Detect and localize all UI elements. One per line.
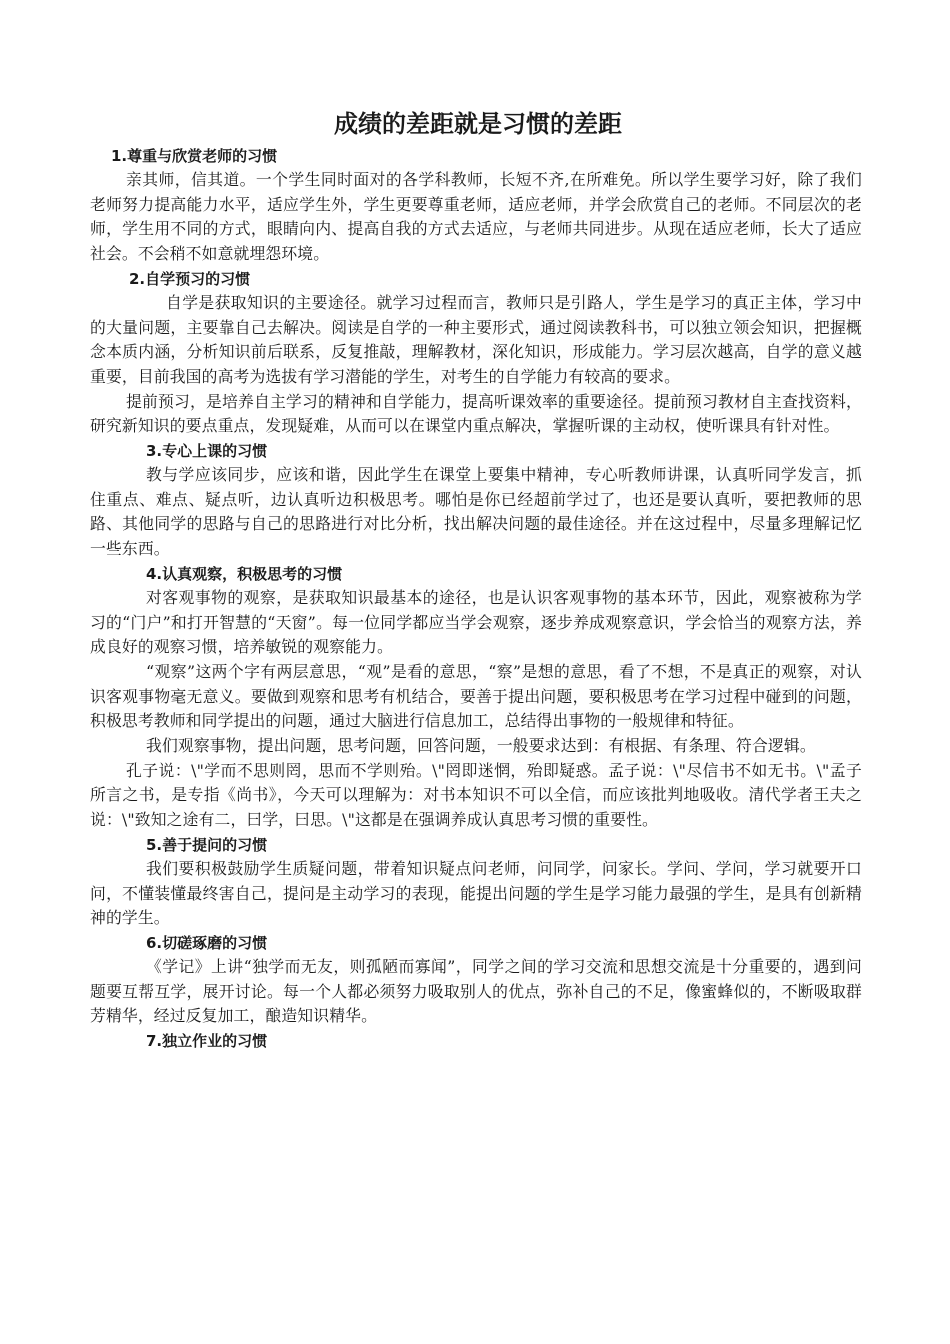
- paragraph: 孔子说：\"学而不思则罔，思而不学则殆。\"罔即迷惘，殆即疑惑。孟子说：\"尽信书不如无书。\"孟子所言之书，是专指《尚书》，今天可以理解为：对书本知识不可以全信，而应该批判地吸收。清代学者王夫之说：\"致知之途有二，曰学，曰思。\"这都是在强调养成认真思考习惯的重要性。: [90, 760, 862, 830]
- paragraph: 我们观察事物，提出问题，思考问题，回答问题，一般要求达到：有根据、有条理、符合逻辑。: [146, 736, 816, 756]
- paragraph: 提前预习，是培养自主学习的精神和自学能力，提高听课效率的重要途径。提前预习教材自主查找资料，研究新知识的要点重点，发现疑难，从而可以在课堂内重点解决，掌握听课的主动权，使听课具有针对性。: [90, 391, 862, 436]
- document-page: [90, 104, 862, 1053]
- section-heading: 3.专心上课的习惯: [146, 442, 268, 461]
- section-3: [90, 439, 862, 562]
- paragraph: 《学记》上讲“独学而无友，则孤陋而寡闻”，同学之间的学习交流和思想交流是十分重要的，遇到问题要互帮互学，展开讨论。每一个人都必须努力吸取别人的优点，弥补自己的不足，像蜜蜂似的，不断吸取群芳精华，经过反复加工，酿造知识精华。: [90, 956, 862, 1026]
- section-6: [90, 931, 862, 1029]
- section-heading: 2.自学预习的习惯: [129, 269, 251, 288]
- section-2: [90, 267, 862, 439]
- paragraph: 我们要积极鼓励学生质疑问题，带着知识疑点问老师，问同学，问家长。学问、学问，学习就要开口问，不懂装懂最终害自己，提问是主动学习的表现，能提出问题的学生是学习能力最强的学生，是具有创新精神的学生。: [90, 858, 862, 928]
- paragraph: 自学是获取知识的主要途径。就学习过程而言，教师只是引路人，学生是学习的真正主体，学习中的大量问题，主要靠自己去解决。阅读是自学的一种主要形式，通过阅读教科书，可以独立领会知识，把握概念本质内涵，分析知识前后联系，反复推敲，理解教材，深化知识，形成能力。学习层次越高，自学的意义越重要，目前我国的高考为选拔有学习潜能的学生，对考生的自学能力有较高的要求。: [90, 292, 862, 386]
- document-title: 成绩的差距就是习惯的差距: [334, 110, 622, 138]
- paragraph: “观察”这两个字有两层意思，“观”是看的意思，“察”是想的意思，看了不想，不是真正的观察，对认识客观事物毫无意义。要做到观察和思考有机结合，要善于提出问题，要积极思考在学习过程中碰到的问题，积极思考教师和同学提出的问题，通过大脑进行信息加工，总结得出事物的一般规律和特征。: [90, 661, 862, 731]
- section-heading: 5.善于提问的习惯: [146, 835, 268, 854]
- paragraph: 亲其师，信其道。一个学生同时面对的各学科教师，长短不齐,在所难免。所以学生要学习好，除了我们老师努力提高能力水平，适应学生外，学生更要尊重老师，适应老师，并学会欣赏自己的老师。不同层次的老师，学生用不同的方式，眼睛向内、提高自我的方式去适应，与老师共同进步。从现在适应老师，长大了适应社会。不会稍不如意就埋怨环境。: [90, 170, 862, 264]
- paragraph: 对客观事物的观察，是获取知识最基本的途径，也是认识客观事物的基本环节，因此，观察被称为学习的“门户”和打开智慧的“天窗”。每一位同学都应当学会观察，逐步养成观察意识，学会恰当的观察方法，养成良好的观察习惯，培养敏锐的观察能力。: [90, 587, 862, 657]
- paragraph: 教与学应该同步，应该和谐，因此学生在课堂上要集中精神，专心听教师讲课，认真听同学发言，抓住重点、难点、疑点听，边认真听边积极思考。哪怕是你已经超前学过了，也还是要认真听，要把教师的思路、其他同学的思路与自己的思路进行对比分析，找出解决问题的最佳途径。并在这过程中，尽量多理解记忆一些东西。: [90, 465, 862, 559]
- section-4: [90, 562, 862, 833]
- section-5: [90, 833, 862, 931]
- section-heading: 4.认真观察，积极思考的习惯: [146, 564, 343, 583]
- section-heading: 6.切磋琢磨的习惯: [146, 933, 268, 952]
- section-7: [90, 1029, 862, 1053]
- section-heading: 7.独立作业的习惯: [146, 1032, 268, 1051]
- section-1: [90, 144, 862, 267]
- section-heading: 1.尊重与欣赏老师的习惯: [111, 147, 278, 165]
